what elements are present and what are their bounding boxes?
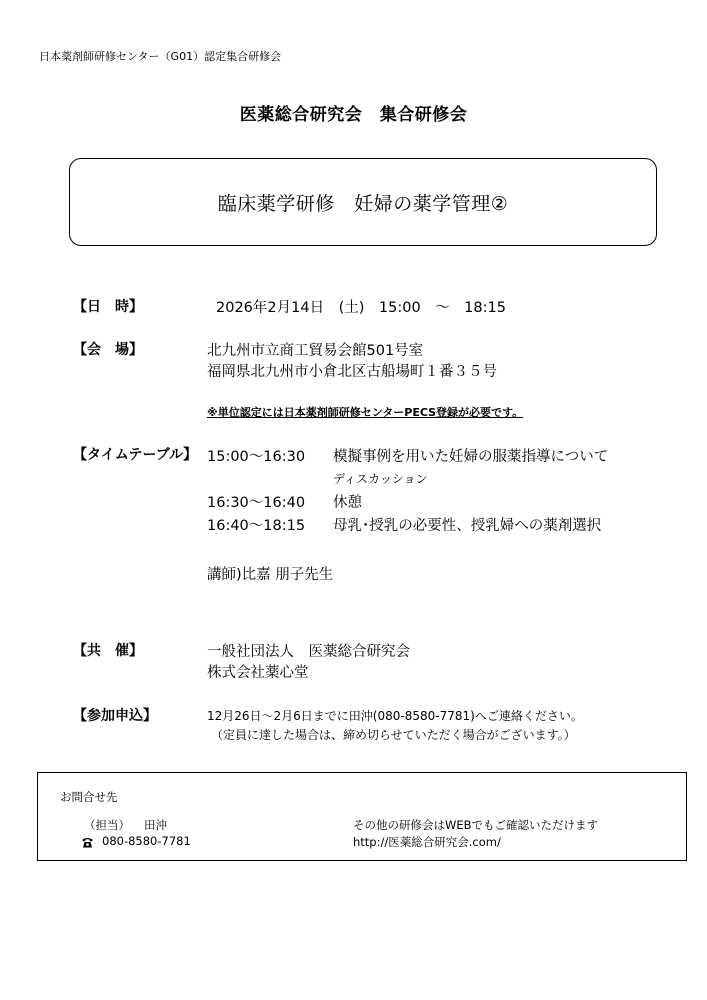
host-line: 株式会社薬心堂 (207, 665, 309, 681)
schedule-label: 【日 時】 (73, 299, 143, 315)
timetable-row-sub: ディスカッション (333, 472, 428, 486)
contact-title: お問合せ先 (60, 790, 118, 804)
application-label: 【参加申込】 (73, 708, 157, 724)
seminar-title-box (69, 158, 657, 246)
venue-address: 福岡県北九州市小倉北区古船場町１番３５号 (207, 364, 497, 380)
contact-phone: 080-8580-7781 (102, 834, 191, 848)
seminar-title: 臨床薬学研修 妊婦の薬学管理② (217, 192, 509, 215)
host-line: 一般社団法人 医薬総合研究会 (207, 644, 410, 660)
contact-box (37, 772, 687, 861)
application-period: 12月26日～2月6日までに田沖(080-8580-7781)へご連絡ください。 (207, 709, 583, 723)
header-note: 日本薬剤師研修センター（G01）認定集合研修会 (39, 50, 282, 63)
contact-website-link[interactable]: http://医薬総合研究会.com/ (353, 835, 501, 849)
contact-person-name: 田沖 (144, 818, 167, 832)
timetable-row-time: 16:40～18:15 (207, 518, 306, 534)
pecs-notice: ※単位認定には日本薬剤師研修センターPECS登録が必要です。 (207, 406, 524, 419)
venue-label: 【会 場】 (73, 342, 143, 358)
timetable-label: 【タイムテーブル】 (73, 447, 198, 463)
timetable-row-content: 模擬事例を用いた妊婦の服薬指導について (333, 449, 609, 465)
timetable-row-time: 16:30～16:40 (207, 495, 306, 511)
timetable-row-content: 母乳･授乳の必要性、授乳婦への薬剤選択 (333, 518, 602, 534)
timetable-row-time: 15:00～16:30 (207, 449, 306, 465)
schedule-value: 2026年2月14日 (土) 15:00 ～ 18:15 (216, 300, 506, 316)
contact-person-label: （担当） (84, 818, 130, 832)
timetable-row-content: 休憩 (333, 495, 362, 511)
lecturer: 講師)比嘉 朋子先生 (207, 567, 334, 583)
contact-web-note: その他の研修会はWEBでもご確認いただけます (353, 818, 599, 832)
host-label: 【共 催】 (73, 643, 143, 659)
venue-name: 北九州市立商工貿易会館501号室 (207, 343, 424, 359)
organization-title: 医薬総合研究会 集合研修会 (239, 105, 468, 125)
telephone-icon (81, 834, 94, 847)
application-capacity-note: （定員に達した場合は、締め切らせていただく場合がございます。） (211, 728, 576, 742)
